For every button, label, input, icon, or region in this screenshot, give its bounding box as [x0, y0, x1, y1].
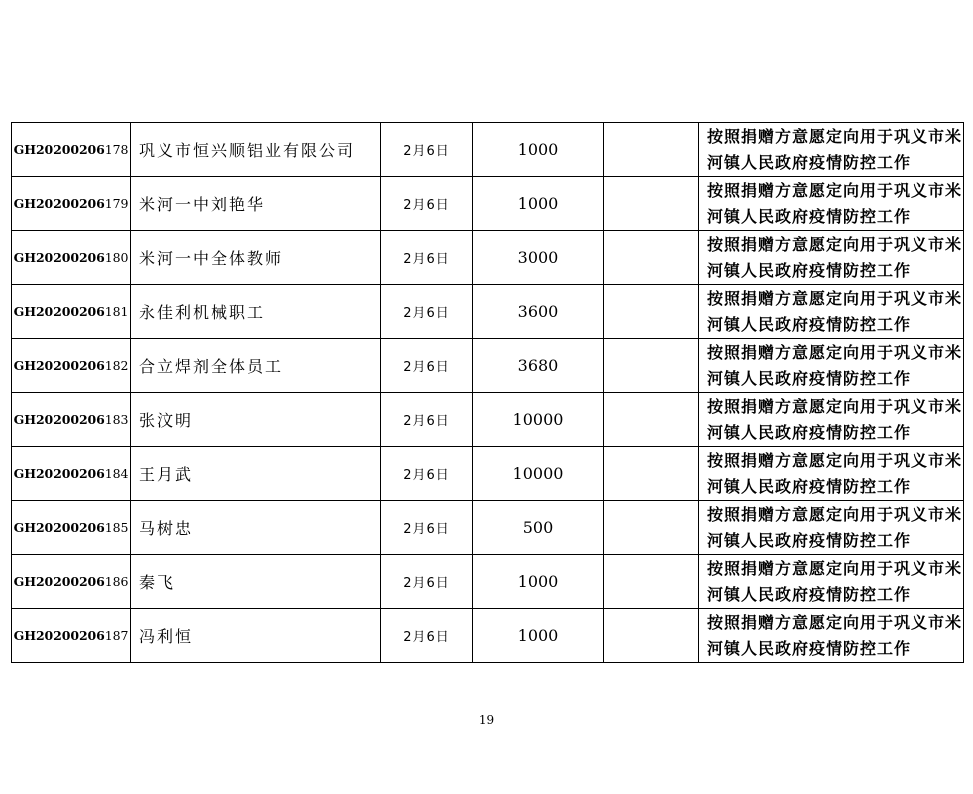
empty-cell [604, 501, 699, 555]
record-id-suffix: 179 [104, 196, 129, 211]
donor-name-cell: 冯利恒 [131, 609, 381, 663]
table-row [12, 609, 964, 663]
table-row [12, 447, 964, 501]
donation-table-body [12, 123, 964, 663]
record-id-prefix: GH20200206 [13, 520, 105, 535]
donation-amount-cell: 3000 [473, 231, 604, 285]
empty-cell [604, 609, 699, 663]
donor-name-cell: 米河一中全体教师 [131, 231, 381, 285]
record-id-cell [12, 609, 131, 663]
record-id-suffix: 187 [104, 628, 129, 643]
donor-name-cell: 王月武 [131, 447, 381, 501]
record-id-prefix: GH20200206 [13, 142, 105, 157]
donor-name-cell: 永佳利机械职工 [131, 285, 381, 339]
donation-date-cell: 2月6日 [381, 285, 473, 339]
record-id-suffix: 184 [104, 466, 129, 481]
donation-date-cell: 2月6日 [381, 339, 473, 393]
record-id-cell [12, 231, 131, 285]
table-row [12, 339, 964, 393]
usage-note-cell: 按照捐赠方意愿定向用于巩义市米河镇人民政府疫情防控工作 [699, 609, 964, 663]
record-id-cell [12, 555, 131, 609]
usage-note-cell: 按照捐赠方意愿定向用于巩义市米河镇人民政府疫情防控工作 [699, 447, 964, 501]
donation-date-cell: 2月6日 [381, 555, 473, 609]
donation-amount-cell: 3600 [473, 285, 604, 339]
donation-amount-cell: 1000 [473, 609, 604, 663]
record-id-cell [12, 501, 131, 555]
donation-date-cell: 2月6日 [381, 123, 473, 177]
record-id-cell [12, 447, 131, 501]
record-id-suffix: 181 [104, 304, 129, 319]
record-id-suffix: 182 [104, 358, 129, 373]
record-id-prefix: GH20200206 [13, 574, 105, 589]
donation-date-cell: 2月6日 [381, 177, 473, 231]
record-id-suffix: 178 [104, 142, 129, 157]
table-row [12, 393, 964, 447]
usage-note-cell: 按照捐赠方意愿定向用于巩义市米河镇人民政府疫情防控工作 [699, 231, 964, 285]
donation-date-cell: 2月6日 [381, 231, 473, 285]
donor-name-cell: 合立焊剂全体员工 [131, 339, 381, 393]
donation-amount-cell: 3680 [473, 339, 604, 393]
empty-cell [604, 393, 699, 447]
donation-date-cell: 2月6日 [381, 501, 473, 555]
donation-amount-cell: 1000 [473, 555, 604, 609]
donor-name-cell: 巩义市恒兴顺铝业有限公司 [131, 123, 381, 177]
record-id-suffix: 183 [104, 412, 129, 427]
record-id-prefix: GH20200206 [13, 628, 105, 643]
record-id-prefix: GH20200206 [13, 358, 105, 373]
page-number: 19 [478, 713, 495, 727]
usage-note-cell: 按照捐赠方意愿定向用于巩义市米河镇人民政府疫情防控工作 [699, 501, 964, 555]
donation-date-cell: 2月6日 [381, 609, 473, 663]
donation-date-cell: 2月6日 [381, 447, 473, 501]
empty-cell [604, 447, 699, 501]
record-id-cell [12, 393, 131, 447]
record-id-prefix: GH20200206 [13, 466, 105, 481]
record-id-suffix: 185 [104, 520, 129, 535]
table-row [12, 123, 964, 177]
record-id-prefix: GH20200206 [13, 196, 105, 211]
table-row [12, 555, 964, 609]
usage-note-cell: 按照捐赠方意愿定向用于巩义市米河镇人民政府疫情防控工作 [699, 177, 964, 231]
empty-cell [604, 231, 699, 285]
record-id-prefix: GH20200206 [13, 412, 105, 427]
empty-cell [604, 339, 699, 393]
record-id-cell [12, 177, 131, 231]
record-id-prefix: GH20200206 [13, 250, 105, 265]
record-id-cell [12, 285, 131, 339]
donor-name-cell: 米河一中刘艳华 [131, 177, 381, 231]
record-id-cell [12, 339, 131, 393]
donation-amount-cell: 1000 [473, 177, 604, 231]
usage-note-cell: 按照捐赠方意愿定向用于巩义市米河镇人民政府疫情防控工作 [699, 555, 964, 609]
donation-amount-cell: 10000 [473, 393, 604, 447]
empty-cell [604, 555, 699, 609]
donation-amount-cell: 10000 [473, 447, 604, 501]
donor-name-cell: 秦飞 [131, 555, 381, 609]
usage-note-cell: 按照捐赠方意愿定向用于巩义市米河镇人民政府疫情防控工作 [699, 123, 964, 177]
usage-note-cell: 按照捐赠方意愿定向用于巩义市米河镇人民政府疫情防控工作 [699, 339, 964, 393]
donation-amount-cell: 1000 [473, 123, 604, 177]
donor-name-cell: 张汶明 [131, 393, 381, 447]
empty-cell [604, 123, 699, 177]
table-row [12, 177, 964, 231]
usage-note-cell: 按照捐赠方意愿定向用于巩义市米河镇人民政府疫情防控工作 [699, 393, 964, 447]
empty-cell [604, 285, 699, 339]
empty-cell [604, 177, 699, 231]
table-row [12, 231, 964, 285]
donation-table [11, 122, 964, 663]
record-id-cell [12, 123, 131, 177]
record-id-suffix: 180 [104, 250, 129, 265]
record-id-suffix: 186 [104, 574, 129, 589]
table-row [12, 501, 964, 555]
table-row [12, 285, 964, 339]
usage-note-cell: 按照捐赠方意愿定向用于巩义市米河镇人民政府疫情防控工作 [699, 285, 964, 339]
record-id-prefix: GH20200206 [13, 304, 105, 319]
donor-name-cell: 马树忠 [131, 501, 381, 555]
donation-date-cell: 2月6日 [381, 393, 473, 447]
donation-amount-cell: 500 [473, 501, 604, 555]
